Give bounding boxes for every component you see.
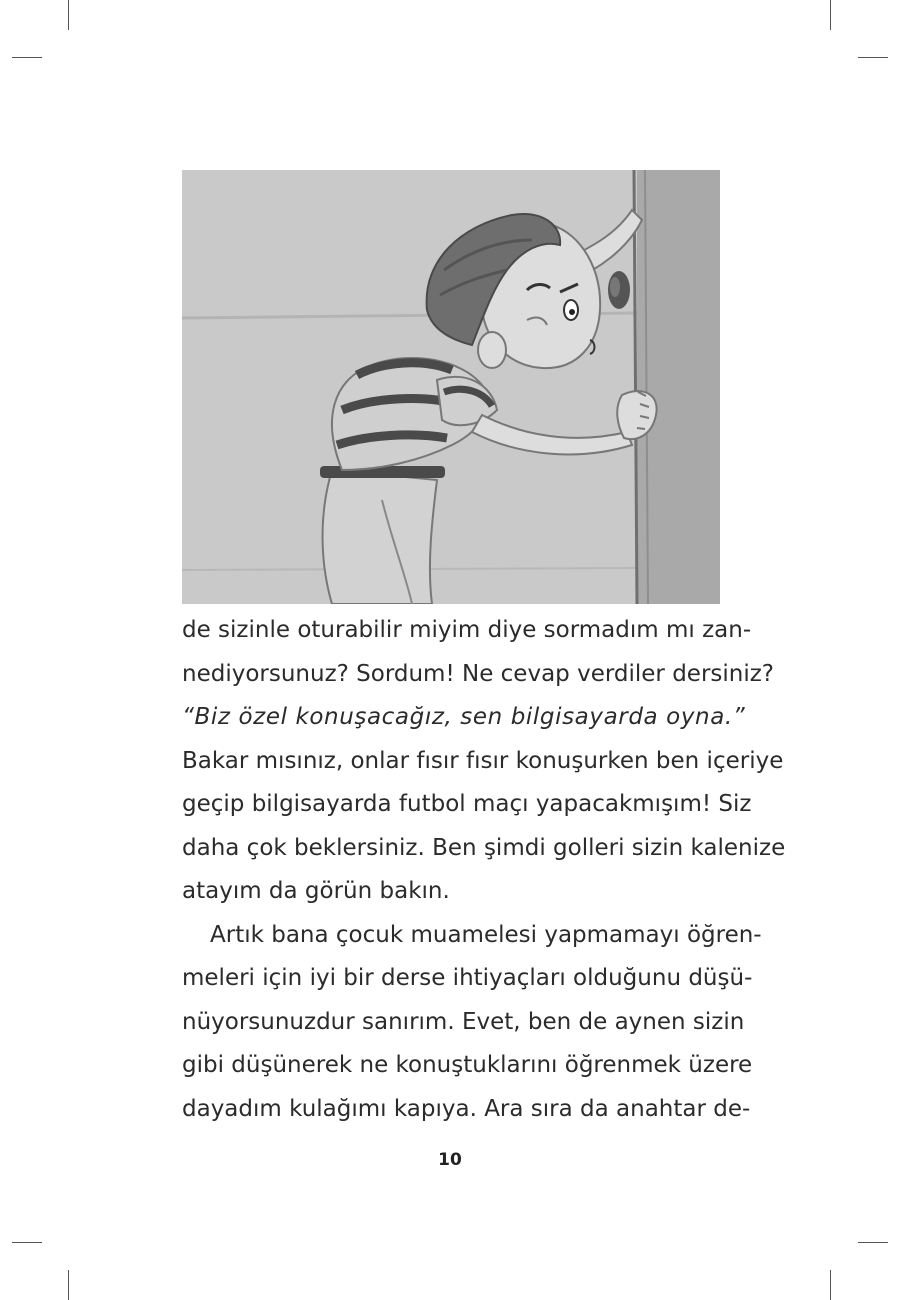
body-line: Bakar mısınız, onlar fısır fısır konuşurken ben içeriye: [182, 747, 784, 774]
crop-mark-right-upper: [858, 57, 888, 58]
body-line: de sizinle oturabilir miyim diye sormadım mı zan-: [182, 617, 752, 643]
body-line: dayadım kulağımı kapıya. Ara sıra da anahtar de-: [182, 1095, 751, 1122]
page-number: 10: [438, 1150, 462, 1170]
body-line: atayım da görün bakın.: [182, 878, 450, 904]
crop-mark-top-right: [830, 0, 831, 30]
body-line: nediyorsunuz? Sordum! Ne cevap verdiler dersiniz?: [182, 660, 775, 687]
crop-mark-left-lower: [12, 1242, 42, 1243]
body-line: geçip bilgisayarda futbol maçı yapacakmışım! Siz: [182, 791, 752, 817]
crop-mark-bottom-right: [830, 1270, 831, 1300]
body-line: gibi düşünerek ne konuştuklarını öğrenmek üzere: [182, 1052, 753, 1078]
crop-mark-top-left: [68, 0, 69, 30]
crop-mark-left-upper: [12, 57, 42, 58]
paragraph-first-line: Artık bana çocuk muamelesi yapmamayı öğren-: [210, 921, 762, 948]
crop-mark-bottom-left: [68, 1270, 69, 1300]
illustration: [182, 170, 720, 604]
body-text: [182, 609, 786, 1131]
quoted-dialogue-line: “Biz özel konuşacağız, sen bilgisayarda oyna.”: [182, 704, 746, 730]
boy-listening-at-door-illustration: [182, 170, 720, 604]
crop-mark-right-lower: [858, 1242, 888, 1243]
body-line: meleri için iyi bir derse ihtiyaçları olduğunu düşü-: [182, 965, 753, 991]
body-line: nüyorsunuzdur sanırım. Evet, ben de aynen sizin: [182, 1008, 745, 1035]
body-line: daha çok beklersiniz. Ben şimdi golleri sizin kalenize: [182, 834, 786, 861]
